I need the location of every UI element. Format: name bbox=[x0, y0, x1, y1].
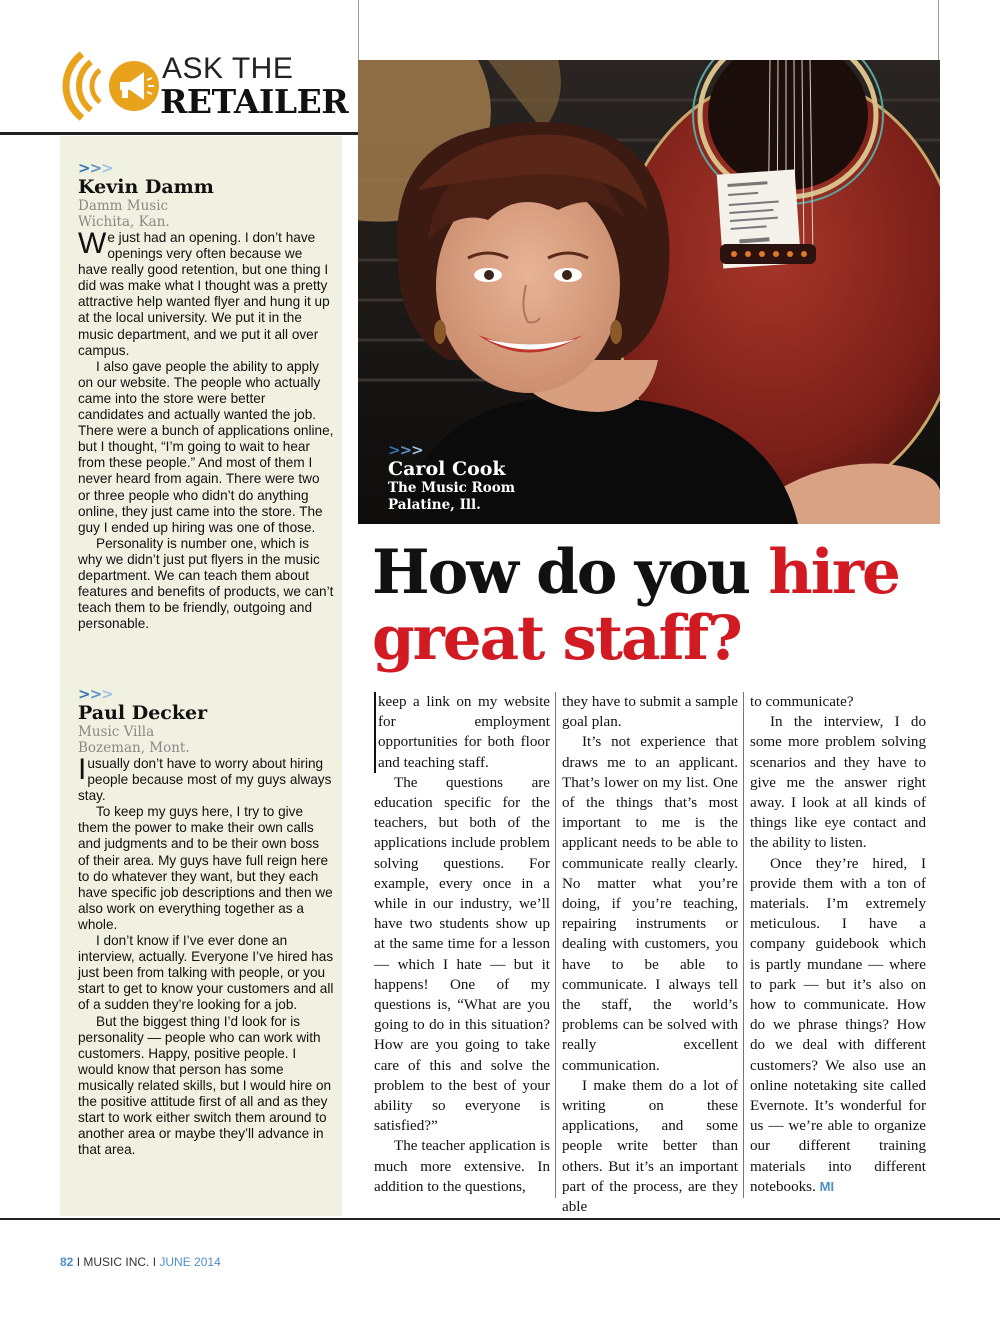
column-divider bbox=[555, 692, 556, 1198]
dropcap: I bbox=[78, 753, 87, 786]
article-column-2 bbox=[562, 692, 738, 1217]
arrows-icon: >>> bbox=[388, 441, 423, 459]
article-paragraph bbox=[750, 854, 926, 1197]
header-rule bbox=[0, 132, 358, 135]
retailer-store: Music Villa bbox=[78, 724, 155, 740]
sidebar bbox=[60, 136, 342, 1216]
article-paragraph: I make them do a lot of writing on these applications, and some people write better than others. But it’s an important part of the process, are they able bbox=[562, 1077, 738, 1216]
answer-paragraph: e just had an opening. I don’t have openings very often because we have really good retention, but one thing I did was make what I thought was a pretty attractive help wanted flyer and hung it up at the local university. We put it in the music department, and we put it all over campus. bbox=[78, 230, 330, 358]
page-guide-left bbox=[358, 0, 359, 60]
megaphone-icon bbox=[60, 46, 160, 126]
answer-paragraph: Personality is number one, which is why we didn’t just put flyers in the music department. We can teach them about features and benefits of products, we can’t teach them to be friendly, outgoing and personable. bbox=[78, 535, 334, 632]
column-divider bbox=[743, 692, 744, 1198]
photo-caption bbox=[388, 442, 515, 514]
headline-part1: How do you bbox=[372, 537, 769, 608]
article-text: Once they’re hired, I provide them with a ton of materials. I’m extremely meticulous. I have a company guidebook which is partly mundane — where to park — but it’s also on how to communicate. How do we phrase things? How do we deal with different customers? We also use an online notetaking site called Evernote. It’s wonderful for us — we’re able to organize our different training materials into different notebooks. bbox=[750, 855, 926, 1195]
dropcap: W bbox=[78, 227, 107, 260]
retailer-profile bbox=[78, 160, 334, 632]
article-paragraph: The teacher application is much more extensive. In addition to the questions, bbox=[374, 1138, 550, 1195]
answer-paragraph: I also gave people the ability to apply on our website. The people who actually came into the store were better candidates and actually wanted the job. There were a bunch of applications online, but I thought, “I’m going to wait to hear from these people.” And most of them I never heard from again. There were two or three people who didn’t do anything online, they just came into the store. The guy I ended up hiring was one of those. bbox=[78, 358, 334, 535]
footer-separator: I bbox=[149, 1255, 160, 1269]
article-paragraph: In the interview, I do some more problem solving scenarios and they have to give me the answer right away. I look at all kinds of things like eye contact and the ability to listen. bbox=[750, 714, 926, 852]
retailer-name: Paul Decker bbox=[78, 702, 208, 724]
answer-paragraph: I don’t know if I’ve ever done an interview, actually. Everyone I’ve hired has just been from talking with people, or you start to get to know your customers and all of a sudden they’re looking for a job. bbox=[78, 933, 334, 1013]
answer-paragraph: usually don’t have to worry about hiring people because most of my guys always stay. bbox=[78, 756, 332, 804]
footer-separator: I bbox=[73, 1255, 84, 1269]
magazine-name: MUSIC INC. bbox=[83, 1255, 150, 1269]
retailer-answer bbox=[78, 753, 334, 1158]
page-footer bbox=[60, 1255, 221, 1269]
caption-location: Palatine, Ill. bbox=[388, 497, 481, 513]
article-column-1 bbox=[374, 692, 550, 1197]
headline-part2: hire great staff? bbox=[372, 537, 899, 674]
page-number: 82 bbox=[60, 1255, 74, 1269]
portrait-photo bbox=[358, 60, 940, 524]
article-paragraph: keep a link on my website for employment opportunities for both floor and teaching staff. bbox=[374, 692, 550, 773]
retailer-name: Kevin Damm bbox=[78, 176, 214, 198]
article-paragraph: to communicate? bbox=[750, 694, 854, 710]
footer-rule bbox=[0, 1218, 1000, 1220]
answer-paragraph: But the biggest thing I’d look for is personality — people who can work with customers. Happy, positive people. I would know that person has some musically related skills, but I would hire on the positive attitude first of all and as they start to work either switch them around to another area or maybe they’ll advance in that area. bbox=[78, 1013, 332, 1158]
header-kicker: ASK THE bbox=[162, 52, 294, 85]
caption-name: Carol Cook bbox=[388, 458, 506, 480]
retailer-store: Damm Music bbox=[78, 198, 169, 214]
answer-paragraph: To keep my guys here, I try to give them the power to make their own calls and judgments and to be their own boss of their area. My guys have full reign here to do whatever they want, but they each have specific job descriptions and then we also work on everything together as a whole. bbox=[78, 804, 333, 932]
retailer-profile bbox=[78, 686, 334, 1158]
arrows-icon: >>> bbox=[78, 685, 113, 703]
arrows-icon: >>> bbox=[78, 159, 113, 177]
retailer-location: Wichita, Kan. bbox=[78, 214, 170, 230]
caption-store: The Music Room bbox=[388, 480, 516, 496]
end-mark: MI bbox=[819, 1178, 835, 1194]
section-header bbox=[0, 38, 358, 134]
article-paragraph: The questions are education specific for the teachers, but both of the applications include problem solving questions. For example, every once in a while in our industry, we’ll have two students show up at the same time for a lesson — which I hate — but it happens! One of my questions is, “What are you going to do in this situation? How are you going to take care of this and solve the problem to the best of your ability so everyone is satisfied?” bbox=[374, 774, 550, 1135]
headline bbox=[372, 537, 932, 674]
header-title: RETAILER bbox=[160, 82, 349, 121]
page-guide-right bbox=[938, 0, 939, 60]
retailer-location: Bozeman, Mont. bbox=[78, 740, 190, 756]
article-paragraph: It’s not experience that draws me to an applicant. That’s lower on my list. One of the things that’s most important to me is the applicant needs to be able to communicate really clearly. No matter what you’re doing, if you’re teaching, repairing instruments or dealing with customers, you have to be able to communicate. I always tell the staff, the world’s problems can be solved with really excellent communication. bbox=[562, 734, 738, 1074]
article-paragraph: they have to submit a sample goal plan. bbox=[562, 694, 738, 731]
article-column-3 bbox=[750, 692, 926, 1197]
retailer-answer bbox=[78, 227, 334, 632]
issue-date: JUNE 2014 bbox=[159, 1255, 221, 1269]
